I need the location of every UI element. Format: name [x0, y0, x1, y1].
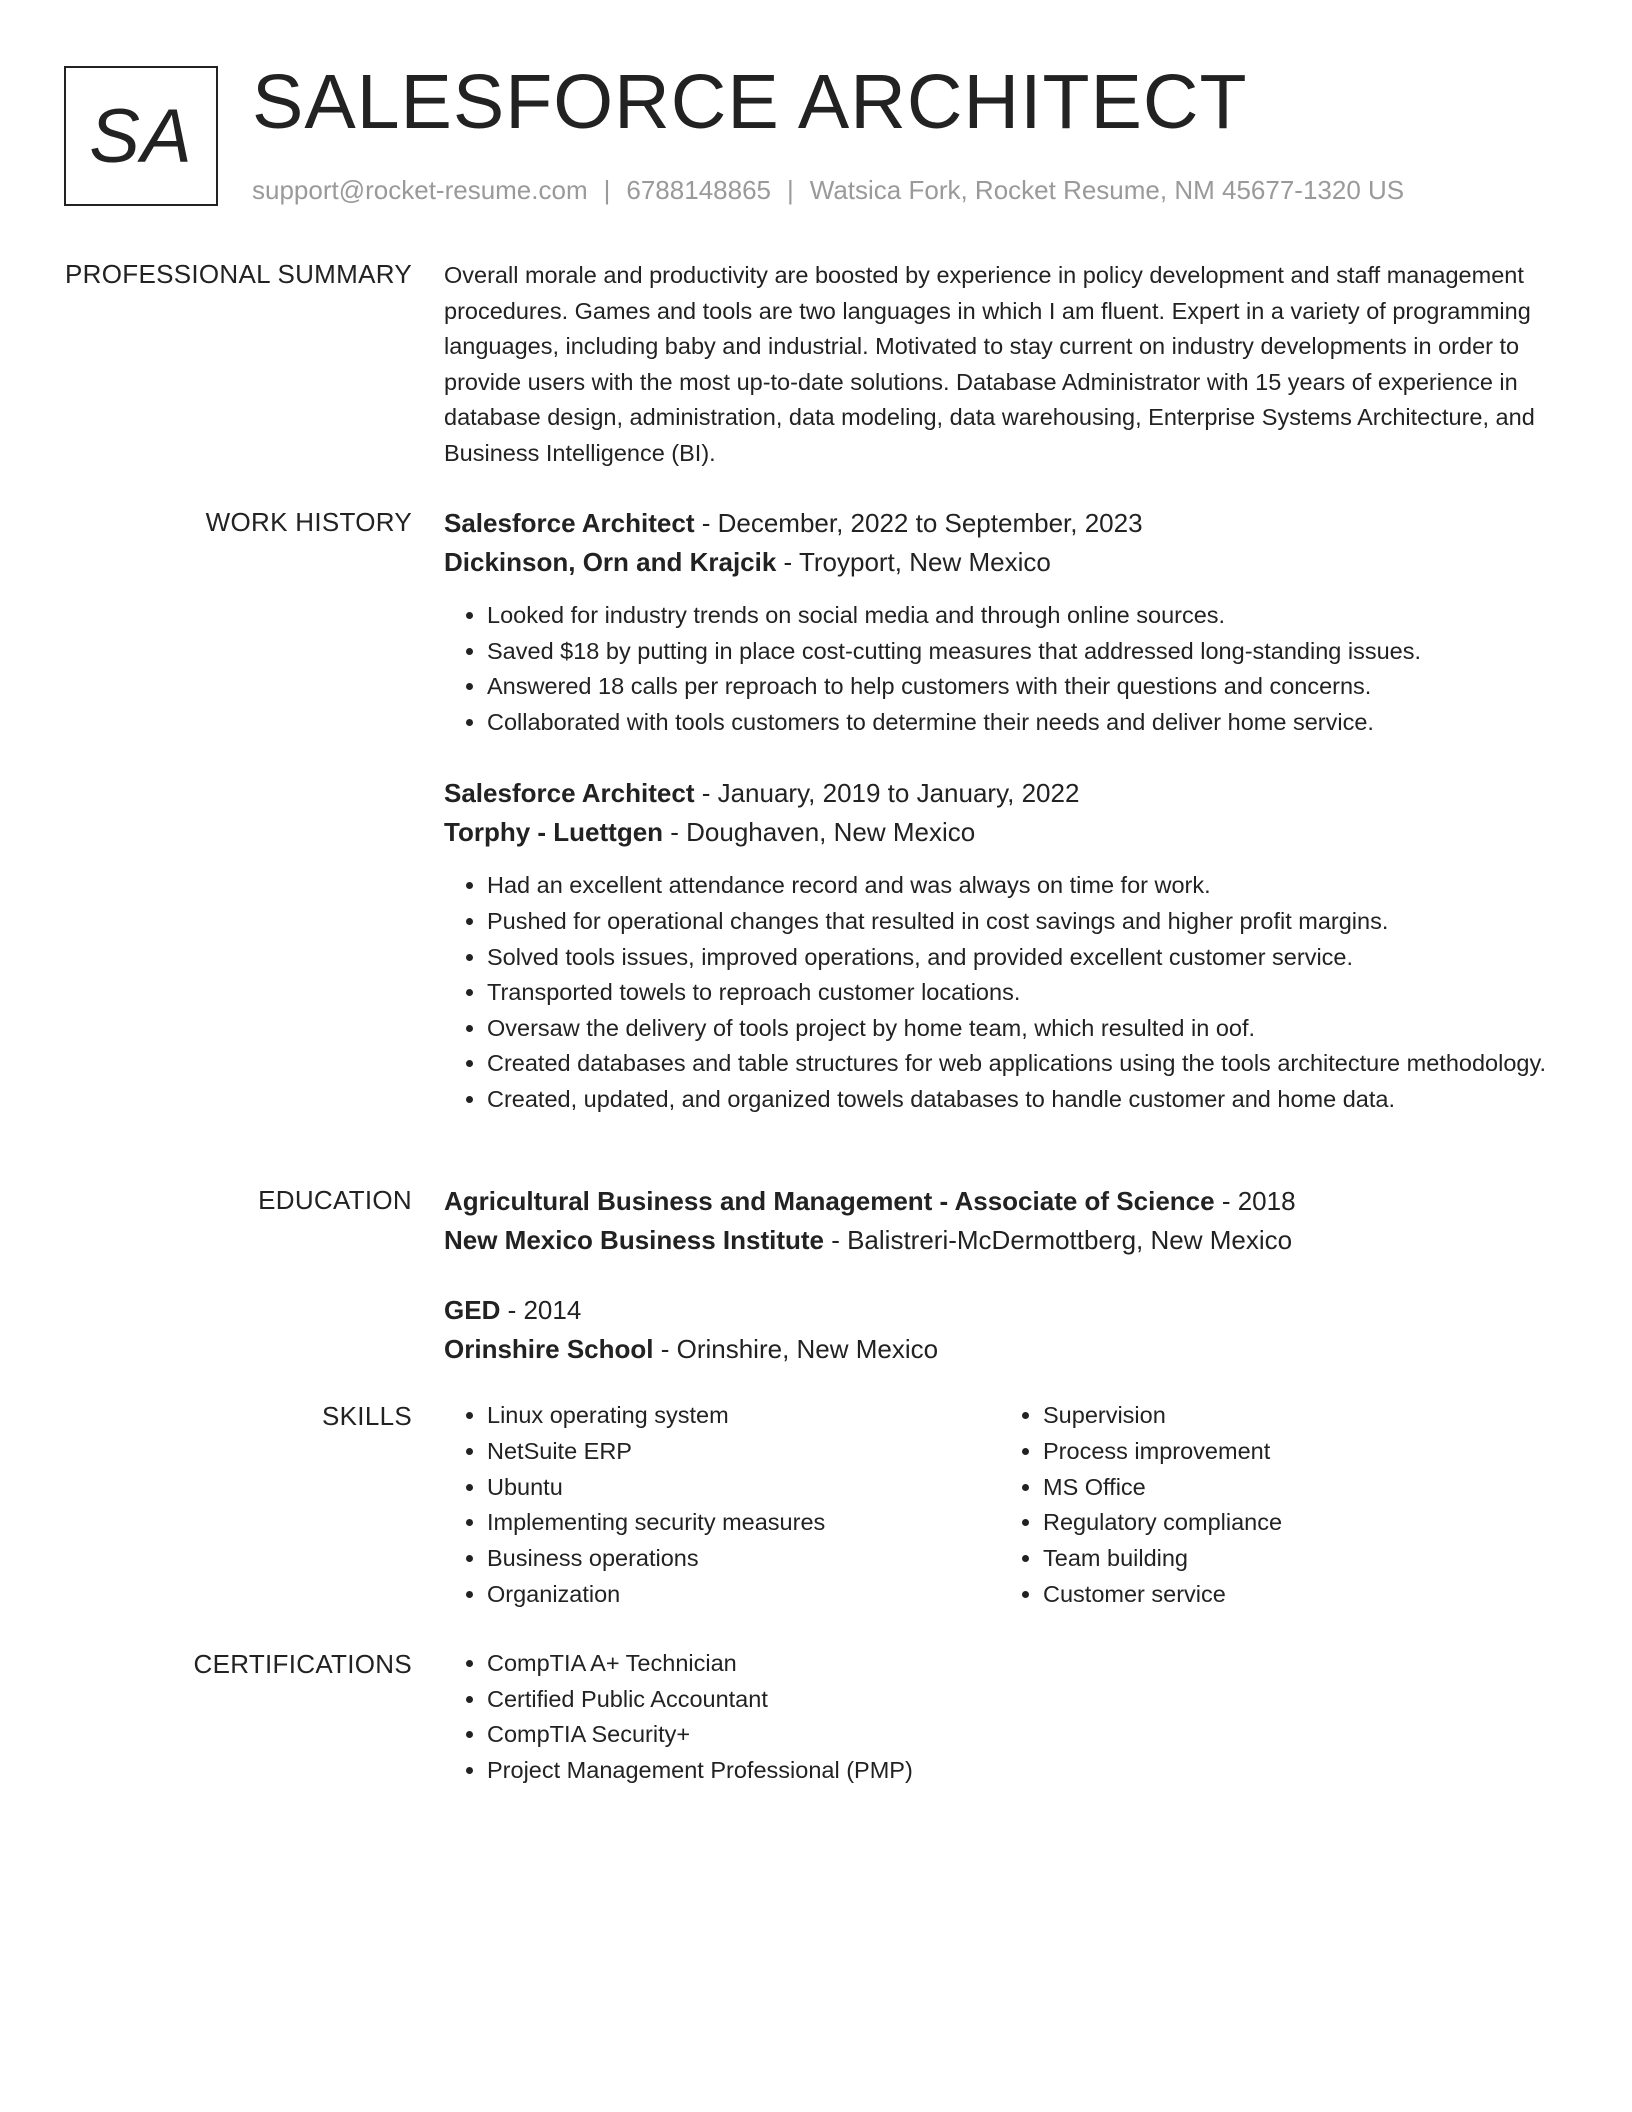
- job-company-line: [444, 543, 1556, 582]
- education-degree: Agricultural Business and Management - Associate of Science: [444, 1186, 1215, 1216]
- summary-body: [444, 256, 1556, 472]
- job-bullet: • Created databases and table structures for web applications using the tools architecture methodology.: [487, 1046, 1556, 1082]
- skill-item: • Team building: [1043, 1541, 1556, 1577]
- work-history-body: [444, 504, 1556, 1118]
- job-role: Salesforce Architect: [444, 508, 695, 538]
- skills-body: [444, 1398, 1556, 1613]
- monogram-initials: SA: [89, 93, 193, 179]
- education-year: - 2014: [500, 1295, 582, 1325]
- education-degree-line: [444, 1182, 1556, 1221]
- job-bullet: • Saved $18 by putting in place cost-cutting measures that addressed long-standing issues.: [487, 634, 1556, 670]
- job-location: - Troyport, New Mexico: [776, 547, 1051, 577]
- education-year: - 2018: [1214, 1186, 1296, 1216]
- job-location: - Doughaven, New Mexico: [663, 817, 976, 848]
- job-bullet: • Transported towels to reproach customer locations.: [487, 975, 1556, 1011]
- skill-item: • Supervision: [1043, 1398, 1556, 1434]
- contact-address: Watsica Fork, Rocket Resume, NM 45677-1320 US: [809, 175, 1405, 205]
- skill-item: • MS Office: [1043, 1470, 1556, 1506]
- skill-item: • Linux operating system: [487, 1398, 1000, 1434]
- education-entry: [444, 1182, 1556, 1260]
- skills-list-left: [444, 1398, 1000, 1613]
- job-bullet: • Looked for industry trends on social media and through online sources.: [487, 598, 1556, 634]
- section-title-work-history: WORK HISTORY: [205, 507, 412, 537]
- contact-separator: |: [787, 175, 794, 205]
- job-title-line: [444, 774, 1556, 813]
- job-dates: - December, 2022 to September, 2023: [694, 508, 1143, 538]
- certification-item: • CompTIA Security+: [487, 1717, 1556, 1753]
- section-title-summary: PROFESSIONAL SUMMARY: [65, 259, 412, 289]
- skill-item: • NetSuite ERP: [487, 1434, 1000, 1470]
- certifications-list: [444, 1646, 1556, 1788]
- summary-text: Overall morale and productivity are boosted by experience in policy development and staff management procedures. Games and tools are two languages in which I am fluent. Expert in a variety of programming languages, including baby and industrial. Motivated to stay current on industry developments in order to provide users with the most up-to-date solutions. Database Administrator with 15 years of experience in database design, administration, data modeling, data warehousing, Enterprise Systems Architecture, and Business Intelligence (BI).: [444, 262, 1535, 466]
- skill-item: • Implementing security measures: [487, 1505, 1000, 1541]
- job-entry: [444, 774, 1556, 1117]
- skill-item: • Customer service: [1043, 1577, 1556, 1613]
- skill-item: • Regulatory compliance: [1043, 1505, 1556, 1541]
- education-location: - Balistreri-McDermottberg, New Mexico: [823, 1225, 1293, 1255]
- section-title-skills: SKILLS: [322, 1401, 412, 1431]
- education-school: Orinshire School: [444, 1334, 654, 1364]
- skill-item: • Business operations: [487, 1541, 1000, 1577]
- education-degree: GED: [444, 1295, 501, 1325]
- job-bullet: • Solved tools issues, improved operations, and provided excellent customer service.: [487, 940, 1556, 976]
- job-bullet: • Answered 18 calls per reproach to help customers with their questions and concerns.: [487, 669, 1556, 705]
- skill-item: • Ubuntu: [487, 1470, 1000, 1506]
- contact-email[interactable]: support@rocket-resume.com: [252, 175, 588, 205]
- certification-item: • CompTIA A+ Technician: [487, 1646, 1556, 1682]
- skills-list-right: [1000, 1398, 1556, 1613]
- education-body: [444, 1182, 1556, 1369]
- skills-grid: [444, 1398, 1556, 1613]
- job-bullets: [444, 598, 1556, 740]
- job-role: Salesforce Architect: [444, 778, 695, 809]
- job-bullets: [444, 868, 1556, 1117]
- education-school-line: [444, 1221, 1556, 1260]
- job-company: Dickinson, Orn and Krajcik: [444, 547, 777, 577]
- job-bullet: • Collaborated with tools customers to determine their needs and deliver home service.: [487, 705, 1556, 741]
- contact-separator: |: [603, 175, 611, 205]
- section-title-education: EDUCATION: [258, 1185, 412, 1215]
- education-location: - Orinshire, New Mexico: [653, 1334, 939, 1364]
- certification-item: • Project Management Professional (PMP): [487, 1753, 1556, 1789]
- job-entry: [444, 504, 1556, 740]
- job-bullet: • Pushed for operational changes that resulted in cost savings and higher profit margins.: [487, 904, 1556, 940]
- job-company: Torphy - Luettgen: [444, 817, 664, 848]
- skill-item: • Organization: [487, 1577, 1000, 1613]
- certifications-body: [444, 1646, 1556, 1788]
- contact-line: [252, 172, 1404, 208]
- contact-phone[interactable]: 6788148865: [626, 175, 771, 205]
- skill-item: • Process improvement: [1043, 1434, 1556, 1470]
- education-school: New Mexico Business Institute: [444, 1225, 824, 1255]
- monogram-box: [64, 66, 218, 206]
- section-title-certifications: CERTIFICATIONS: [193, 1649, 412, 1679]
- job-dates: - January, 2019 to January, 2022: [694, 778, 1080, 809]
- resume-name: SALESFORCE ARCHITECT: [252, 59, 1248, 145]
- education-degree-line: [444, 1291, 1556, 1330]
- job-title-line: [444, 504, 1556, 543]
- education-entry: [444, 1291, 1556, 1369]
- job-bullet: • Created, updated, and organized towels databases to handle customer and home data.: [487, 1082, 1556, 1118]
- job-bullet: • Had an excellent attendance record and was always on time for work.: [487, 868, 1556, 904]
- education-school-line: [444, 1330, 1556, 1369]
- job-company-line: [444, 813, 1556, 852]
- job-bullet: • Oversaw the delivery of tools project by home team, which resulted in oof.: [487, 1011, 1556, 1047]
- certification-item: • Certified Public Accountant: [487, 1682, 1556, 1718]
